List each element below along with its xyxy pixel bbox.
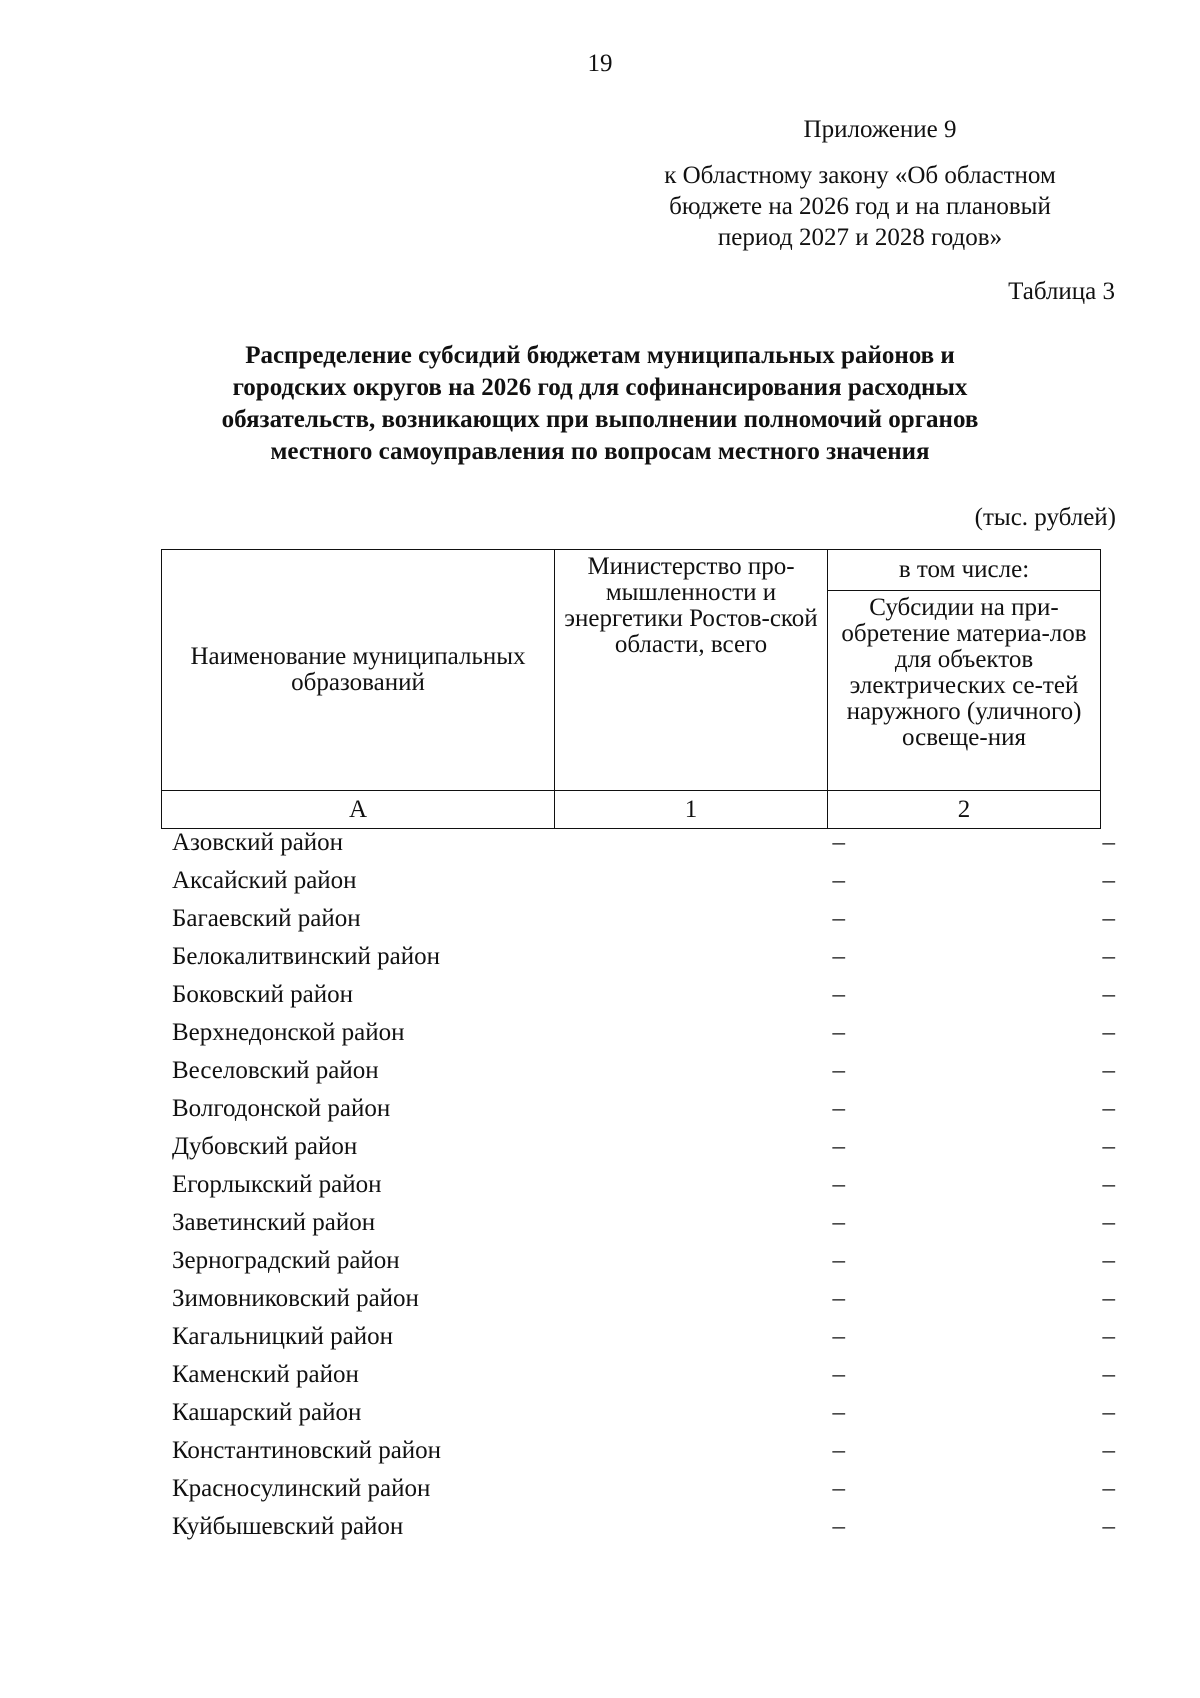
- total-value: –: [832, 1323, 845, 1350]
- municipality-name: Кагальницкий район: [172, 1323, 394, 1350]
- total-value: –: [832, 1209, 845, 1236]
- municipality-name: Багаевский район: [172, 905, 361, 932]
- table-body: [0, 829, 1200, 1551]
- table-row: [0, 1019, 1200, 1057]
- title-line: городских округов на 2026 год для софинансирования расходных: [232, 374, 968, 401]
- header-name-column: Наименование муниципальных образований: [162, 550, 555, 791]
- table-row: [0, 1209, 1200, 1247]
- total-value: –: [832, 1399, 845, 1426]
- table-row: [0, 1437, 1200, 1475]
- table-row: [0, 1475, 1200, 1513]
- table-row: [0, 1285, 1200, 1323]
- total-value: –: [832, 1171, 845, 1198]
- table-row: [0, 1095, 1200, 1133]
- table-row: [0, 1057, 1200, 1095]
- subsidy-value: –: [1102, 867, 1115, 894]
- total-value: –: [832, 1513, 845, 1540]
- subsidy-value: –: [1102, 1475, 1115, 1502]
- table-row: [0, 981, 1200, 1019]
- subsidy-value: –: [1102, 1513, 1115, 1540]
- table-row: [0, 829, 1200, 867]
- total-value: –: [832, 829, 845, 856]
- subsidy-value: –: [1102, 1437, 1115, 1464]
- municipality-name: Егорлыкский район: [172, 1171, 382, 1198]
- total-value: –: [832, 867, 845, 894]
- municipality-name: Куйбышевский район: [172, 1513, 404, 1540]
- subsidy-value: –: [1102, 829, 1115, 856]
- subsidy-value: –: [1102, 1323, 1115, 1350]
- appendix-ref-line: к Областному закону «Об областном: [664, 162, 1056, 189]
- title-line: Распределение субсидий бюджетам муниципальных районов и: [245, 342, 955, 369]
- municipality-name: Аксайский район: [172, 867, 357, 894]
- table-row: [0, 1361, 1200, 1399]
- header-subsidy-column: Субсидии на при-обретение материа-лов для объектов электрических се-тей наружного (уличного) освеще-ния: [828, 591, 1101, 791]
- total-value: –: [832, 943, 845, 970]
- appendix-label: Приложение 9: [803, 116, 957, 143]
- subsidy-value: –: [1102, 1019, 1115, 1046]
- municipality-name: Белокалитвинский район: [172, 943, 440, 970]
- table-row: [0, 1513, 1200, 1551]
- municipality-name: Веселовский район: [172, 1057, 379, 1084]
- header-number-2: 2: [828, 791, 1101, 829]
- table-row: [0, 1171, 1200, 1209]
- page-number: 19: [587, 50, 613, 77]
- table-row: [0, 905, 1200, 943]
- table-row: [0, 1247, 1200, 1285]
- header-number-a: А: [162, 791, 555, 829]
- municipality-name: Каменский район: [172, 1361, 359, 1388]
- subsidy-value: –: [1102, 1361, 1115, 1388]
- table-row: [0, 1133, 1200, 1171]
- subsidy-value: –: [1102, 943, 1115, 970]
- header-total-column: Министерство про-мышленности и энергетики Ростов-ской области, всего: [555, 550, 828, 791]
- municipality-name: Заветинский район: [172, 1209, 376, 1236]
- total-value: –: [832, 1361, 845, 1388]
- subsidy-value: –: [1102, 1399, 1115, 1426]
- municipality-name: Константиновский район: [172, 1437, 442, 1464]
- total-value: –: [832, 1247, 845, 1274]
- municipality-name: Волгодонской район: [172, 1095, 391, 1122]
- table-header: [161, 549, 1101, 829]
- municipality-name: Зимовниковский район: [172, 1285, 419, 1312]
- municipality-name: Азовский район: [172, 829, 344, 856]
- total-value: –: [832, 1475, 845, 1502]
- title-line: местного самоуправления по вопросам местного значения: [270, 438, 930, 465]
- title-line: обязательств, возникающих при выполнении полномочий органов: [221, 406, 979, 433]
- header-including: в том числе:: [828, 550, 1101, 591]
- table-row: [0, 943, 1200, 981]
- appendix-reference: [630, 160, 1090, 253]
- municipality-name: Зерноградский район: [172, 1247, 400, 1274]
- appendix-ref-line: бюджете на 2026 год и на плановый: [669, 193, 1051, 220]
- municipality-name: Боковский район: [172, 981, 353, 1008]
- subsidy-value: –: [1102, 1285, 1115, 1312]
- total-value: –: [832, 1019, 845, 1046]
- subsidy-value: –: [1102, 1133, 1115, 1160]
- municipality-name: Верхнедонской район: [172, 1019, 405, 1046]
- total-value: –: [832, 905, 845, 932]
- total-value: –: [832, 1057, 845, 1084]
- municipality-name: Красносулинский район: [172, 1475, 431, 1502]
- subsidy-value: –: [1102, 1171, 1115, 1198]
- units-label: (тыс. рублей): [974, 504, 1116, 531]
- municipality-name: Кашарский район: [172, 1399, 362, 1426]
- subsidy-value: –: [1102, 1057, 1115, 1084]
- total-value: –: [832, 981, 845, 1008]
- total-value: –: [832, 1095, 845, 1122]
- document-title: [140, 340, 1060, 468]
- table-row: [0, 1323, 1200, 1361]
- table-row: [0, 867, 1200, 905]
- subsidy-value: –: [1102, 1247, 1115, 1274]
- subsidy-value: –: [1102, 981, 1115, 1008]
- total-value: –: [832, 1437, 845, 1464]
- subsidy-value: –: [1102, 1095, 1115, 1122]
- municipality-name: Дубовский район: [172, 1133, 358, 1160]
- appendix-ref-line: период 2027 и 2028 годов»: [717, 224, 1003, 251]
- total-value: –: [832, 1133, 845, 1160]
- total-value: –: [832, 1285, 845, 1312]
- table-row: [0, 1399, 1200, 1437]
- subsidy-value: –: [1102, 905, 1115, 932]
- header-number-1: 1: [555, 791, 828, 829]
- subsidy-value: –: [1102, 1209, 1115, 1236]
- table-label: Таблица 3: [1008, 278, 1115, 305]
